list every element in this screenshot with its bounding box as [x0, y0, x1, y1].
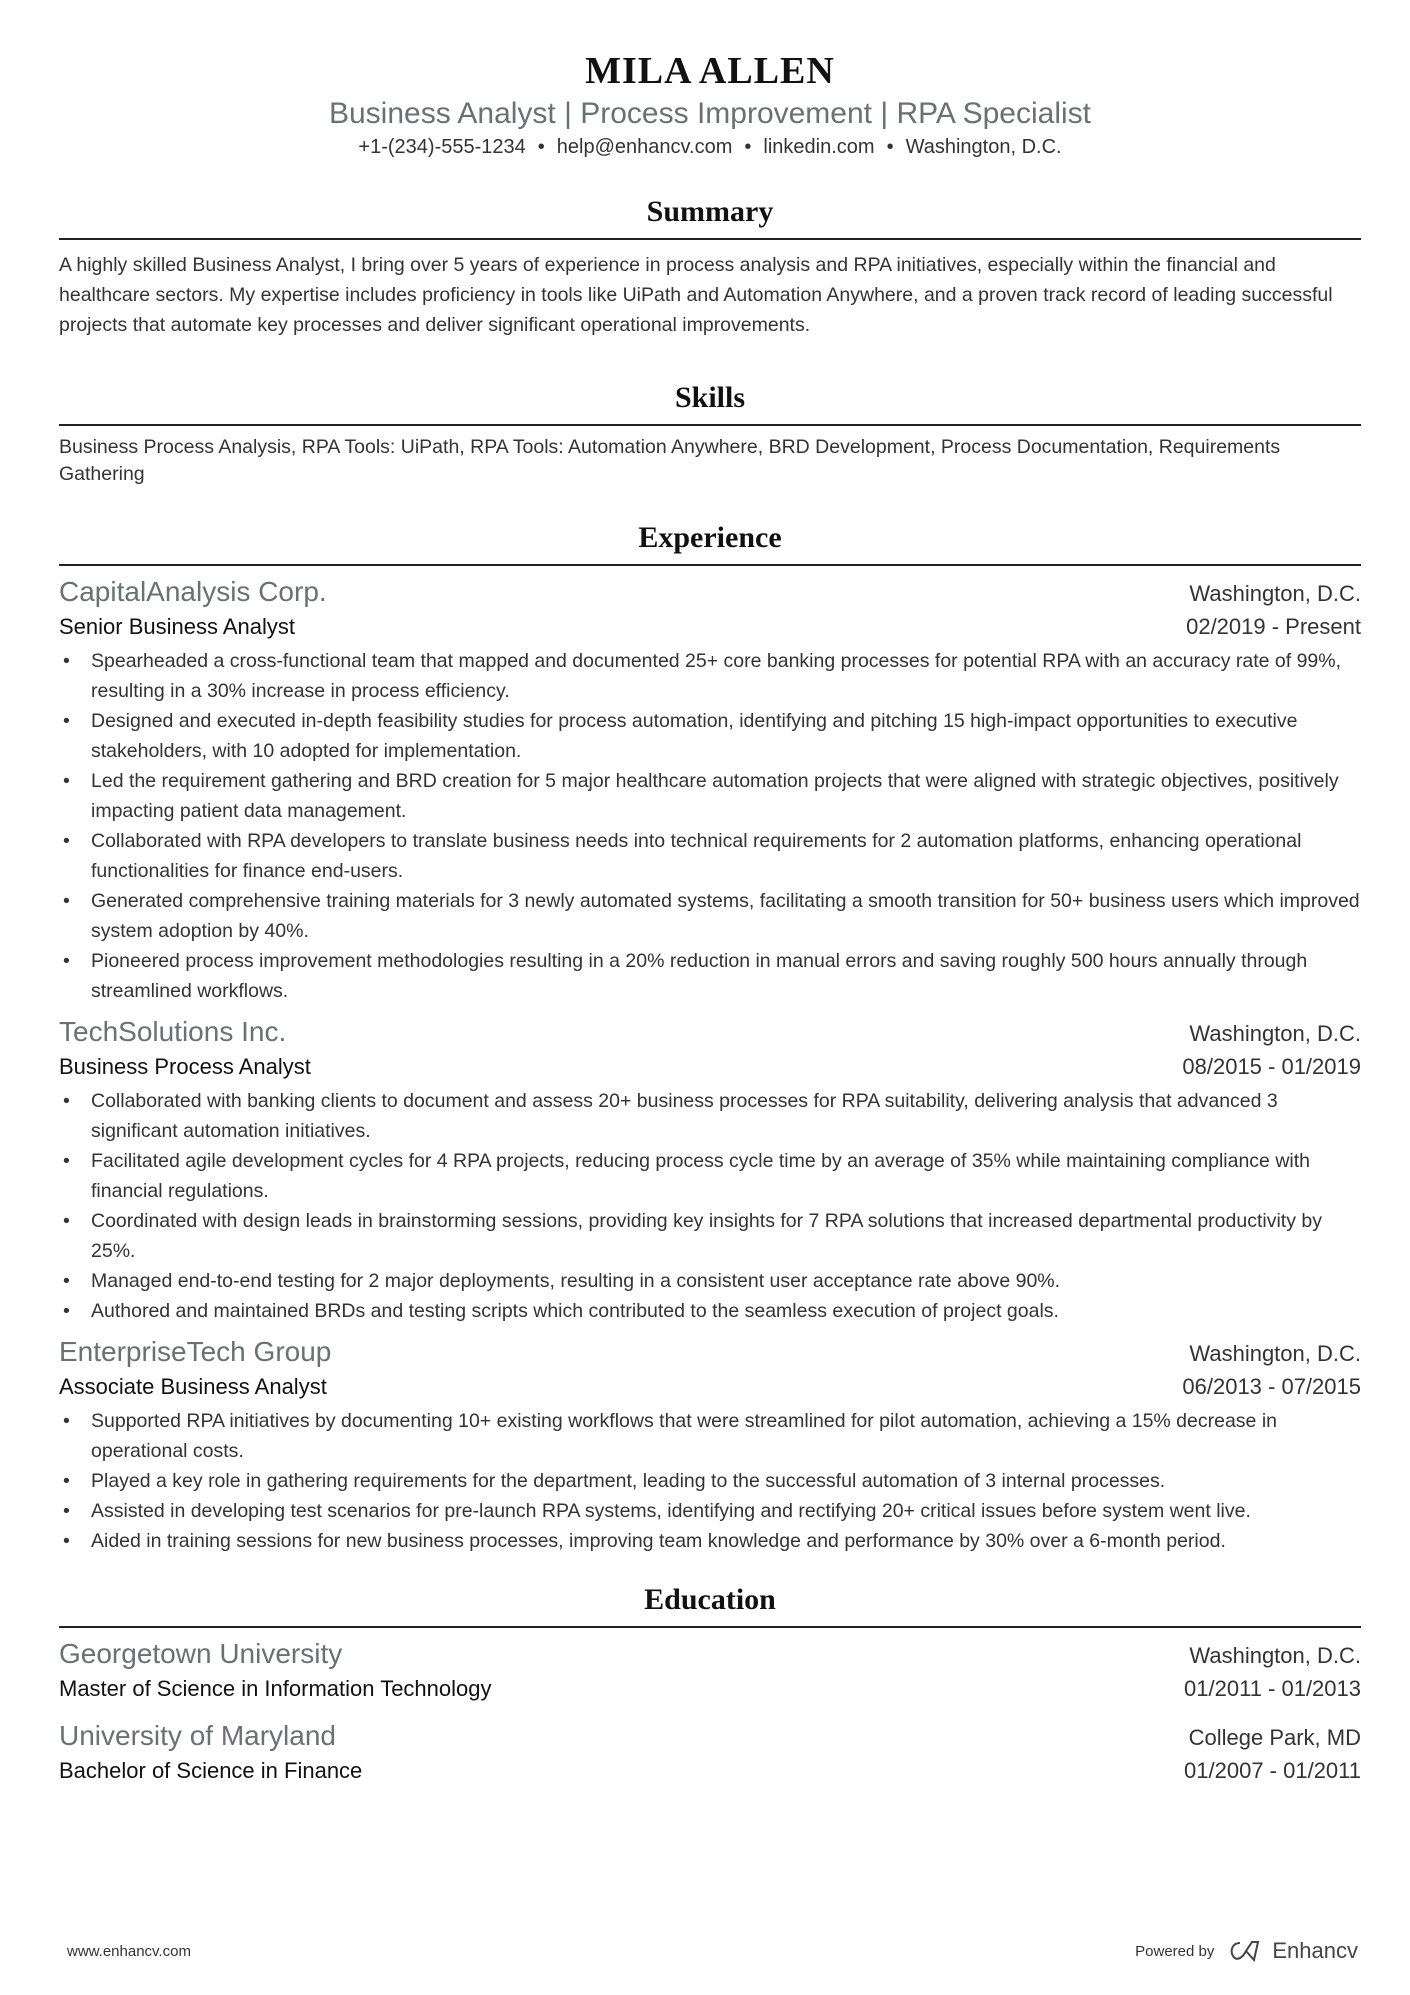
- bullet-icon: •: [63, 770, 70, 792]
- school-name: University of Maryland: [59, 1720, 336, 1751]
- achievement-text: Pioneered process improvement methodologies resulting in a 20% reduction in manual errors and saving roughly 500 hours annually through streamlined workflows.: [91, 950, 1308, 1002]
- entry-header: [59, 574, 1361, 612]
- brand-name: Enhancv: [1272, 1938, 1358, 1963]
- enhancv-logo-icon: [1228, 1940, 1264, 1962]
- entry-header: [59, 1636, 1361, 1674]
- separator: •: [886, 136, 894, 158]
- achievement-text: Supported RPA initiatives by documenting 10+ existing workflows that were streamlined for pilot automation, achieving a 15% decrease in operational costs.: [91, 1410, 1277, 1462]
- entry-header: [59, 1014, 1361, 1052]
- achievement-item: [59, 826, 1361, 886]
- contact-line: [59, 134, 1361, 160]
- achievement-item: [59, 1146, 1361, 1206]
- bullet-icon: •: [63, 950, 70, 972]
- achievement-list: [59, 1086, 1361, 1326]
- achievement-text: Spearheaded a cross-functional team that mapped and documented 25+ core banking processes for potential RPA with an accuracy rate of 99%, resulting in a 30% increase in process efficiency.: [91, 650, 1342, 702]
- achievement-item: [59, 886, 1361, 946]
- job-location: Washington, D.C.: [1189, 581, 1361, 606]
- powered-by-label: Powered by: [1135, 1942, 1215, 1960]
- job-location: Washington, D.C.: [1189, 1021, 1361, 1046]
- job-title: Business Process Analyst: [59, 1054, 311, 1079]
- achievement-text: Designed and executed in-depth feasibility studies for process automation, identifying and pitching 15 high-impact opportunities to executive stakeholders, with 10 adopted for implementation.: [91, 710, 1298, 762]
- linkedin-link[interactable]: linkedin.com: [763, 136, 875, 158]
- job-dates: 02/2019 - Present: [1186, 614, 1361, 639]
- education-dates: 01/2007 - 01/2011: [1184, 1758, 1361, 1783]
- job-dates: 08/2015 - 01/2019: [1182, 1054, 1361, 1079]
- achievement-item: [59, 766, 1361, 826]
- bullet-icon: •: [63, 890, 70, 912]
- powered-by: [1135, 1938, 1358, 1964]
- education-entry: [59, 1718, 1361, 1786]
- bullet-icon: •: [63, 1470, 70, 1492]
- bullet-icon: •: [63, 1410, 70, 1432]
- achievement-item: [59, 1526, 1361, 1556]
- skills-heading: Skills: [59, 380, 1361, 426]
- candidate-name: MILA ALLEN: [585, 50, 835, 92]
- achievement-item: [59, 946, 1361, 1006]
- bullet-icon: •: [63, 650, 70, 672]
- degree: Master of Science in Information Technology: [59, 1676, 492, 1701]
- experience-entry: [59, 1014, 1361, 1326]
- achievement-text: Generated comprehensive training materials for 3 newly automated systems, facilitating a smooth transition for 50+ business users which improved system adoption by 40%.: [91, 890, 1360, 942]
- experience-entry: [59, 1334, 1361, 1556]
- achievement-list: [59, 646, 1361, 1006]
- achievement-item: [59, 1296, 1361, 1326]
- achievement-list: [59, 1406, 1361, 1556]
- bullet-icon: •: [63, 1090, 70, 1112]
- experience-list: [59, 574, 1361, 1556]
- achievement-text: Aided in training sessions for new business processes, improving team knowledge and performance by 30% over a 6-month period.: [91, 1530, 1226, 1552]
- achievement-item: [59, 646, 1361, 706]
- achievement-item: [59, 1466, 1361, 1496]
- achievement-item: [59, 1496, 1361, 1526]
- achievement-text: Led the requirement gathering and BRD creation for 5 major healthcare automation projects that were aligned with strategic objectives, positively impacting patient data management.: [91, 770, 1339, 822]
- school-location: Washington, D.C.: [1189, 1643, 1361, 1668]
- job-title: Senior Business Analyst: [59, 614, 296, 639]
- degree: Bachelor of Science in Finance: [59, 1758, 363, 1783]
- achievement-item: [59, 1206, 1361, 1266]
- bullet-icon: •: [63, 710, 70, 732]
- achievement-item: [59, 1406, 1361, 1466]
- bullet-icon: •: [63, 1300, 70, 1322]
- separator: •: [744, 136, 752, 158]
- bullet-icon: •: [63, 1210, 70, 1232]
- email-link[interactable]: help@enhancv.com: [556, 136, 733, 158]
- job-dates: 06/2013 - 07/2015: [1182, 1374, 1361, 1399]
- achievement-item: [59, 1266, 1361, 1296]
- education-entry: [59, 1636, 1361, 1704]
- entry-subheader: [59, 1756, 1361, 1786]
- summary-heading: Summary: [59, 194, 1361, 240]
- achievement-text: Coordinated with design leads in brainstorming sessions, providing key insights for 7 RPA solutions that increased departmental productivity by 25%.: [91, 1210, 1322, 1262]
- entry-subheader: [59, 1372, 1361, 1402]
- company-name: CapitalAnalysis Corp.: [59, 576, 327, 607]
- job-title: Associate Business Analyst: [59, 1374, 327, 1399]
- school-location: College Park, MD: [1188, 1725, 1361, 1750]
- entry-subheader: [59, 612, 1361, 642]
- enhancv-logo[interactable]: [1228, 1938, 1358, 1964]
- company-name: TechSolutions Inc.: [59, 1016, 287, 1047]
- school-name: Georgetown University: [59, 1638, 343, 1669]
- bullet-icon: •: [63, 1150, 70, 1172]
- skills-text: Business Process Analysis, RPA Tools: UiPath, RPA Tools: Automation Anywhere, BRD Development, Process Documentation, Requirements Gathering: [59, 436, 1281, 485]
- experience-heading: Experience: [59, 520, 1361, 566]
- experience-entry: [59, 574, 1361, 1006]
- achievement-item: [59, 1086, 1361, 1146]
- location: Washington, D.C.: [905, 136, 1062, 158]
- education-heading: Education: [59, 1582, 1361, 1628]
- achievement-text: Collaborated with banking clients to document and assess 20+ business processes for RPA suitability, delivering analysis that advanced 3 significant automation initiatives.: [91, 1090, 1278, 1142]
- footer: [67, 1938, 1358, 1964]
- website-link[interactable]: www.enhancv.com: [67, 1942, 191, 1960]
- achievement-text: Played a key role in gathering requirements for the department, leading to the successful automation of 3 internal processes.: [91, 1470, 1166, 1492]
- achievement-text: Collaborated with RPA developers to translate business needs into technical requirements for 2 automation platforms, enhancing operational functionalities for finance end-users.: [91, 830, 1302, 882]
- achievement-item: [59, 706, 1361, 766]
- job-location: Washington, D.C.: [1189, 1341, 1361, 1366]
- summary-text: A highly skilled Business Analyst, I bring over 5 years of experience in process analysis and RPA initiatives, especially within the financial and healthcare sectors. My expertise includes proficiency in tools like UiPath and Automation Anywhere, and a proven track record of leading successful projects that automate key processes and deliver significant operational improvements.: [59, 254, 1333, 336]
- bullet-icon: •: [63, 830, 70, 852]
- education-list: [59, 1636, 1361, 1786]
- entry-header: [59, 1334, 1361, 1372]
- achievement-text: Facilitated agile development cycles for 4 RPA projects, reducing process cycle time by an average of 35% while maintaining compliance with financial regulations.: [91, 1150, 1310, 1202]
- separator: •: [537, 136, 545, 158]
- entry-subheader: [59, 1052, 1361, 1082]
- entry-header: [59, 1718, 1361, 1756]
- achievement-text: Managed end-to-end testing for 2 major deployments, resulting in a consistent user acceptance rate above 90%.: [91, 1270, 1061, 1292]
- entry-subheader: [59, 1674, 1361, 1704]
- resume-page: [59, 0, 1361, 1786]
- achievement-text: Authored and maintained BRDs and testing scripts which contributed to the seamless execution of project goals.: [91, 1300, 1059, 1322]
- achievement-text: Assisted in developing test scenarios for pre-launch RPA systems, identifying and rectifying 20+ critical issues before system went live.: [91, 1500, 1251, 1522]
- phone: +1-(234)-555-1234: [358, 136, 526, 158]
- bullet-icon: •: [63, 1500, 70, 1522]
- company-name: EnterpriseTech Group: [59, 1336, 332, 1367]
- bullet-icon: •: [63, 1530, 70, 1552]
- education-dates: 01/2011 - 01/2013: [1184, 1676, 1361, 1701]
- candidate-title: Business Analyst | Process Improvement | RPA Specialist: [328, 97, 1091, 130]
- bullet-icon: •: [63, 1270, 70, 1292]
